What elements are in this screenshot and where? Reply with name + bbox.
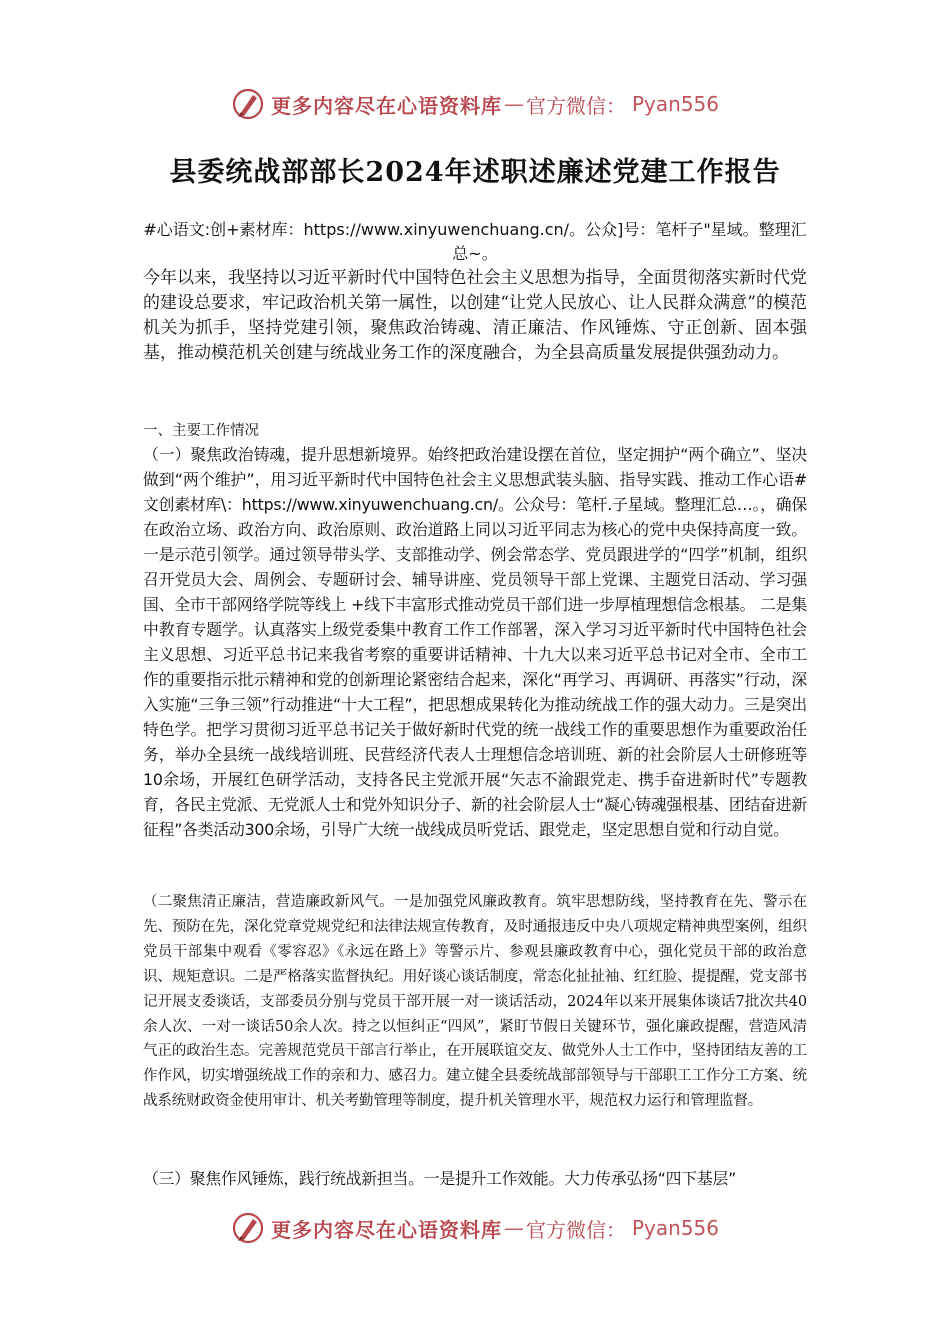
section-heading: 一、主要工作情况	[143, 423, 259, 439]
document-title: 县委统战部部长2024年述职述廉述党建工作报告	[169, 157, 781, 188]
watermark-banner-top	[0, 82, 950, 126]
section-2-paragraph: （二聚焦清正廉洁，营造廉政新风气。一是加强党风廉政教育。筑牢思想防线，坚持教育在先、警示在先、预防在先，深化党章党规党纪和法律法规宣传教育，及时通报违反中央八项规定精神典型案例，组织党员干部集中观看《零容忍》《永远在路上》等警示片、参观县廉政教育中心，强化党员干部的政治意识、规矩意识。二是严格落实监督执纪。用好谈心谈话制度，常态化扯扯袖、红红脸、提提醒，党支部书记开展支委谈话，支部委员分别与党员干部开展一对一谈话活动，2024年以来开展集体谈话7批次共40余人次、一对一谈话50余人次。持之以恒纠正“四风”，紧盯节假日关键环节，强化廉政提醒，营造风清气正的政治生态。完善规范党员干部言行举止，在开展联谊交友、做党外人士工作中，坚持团结友善的工作作风，切实增强统战工作的亲和力、感召力。建立健全县委统战部部领导与干部职工工作分工方案、统战系统财政资金使用审计、机关考勤管理等制度，提升机关管理水平，规范权力运行和管理监督。	[143, 894, 807, 1110]
wechat-label: 官方微信：	[525, 1217, 626, 1242]
watermark-text: 更多内容尽在心语资料库	[270, 1217, 502, 1242]
section-1-paragraph: （一）聚焦政治铸魂，提升思想新境界。始终把政治建设摆在首位，坚定拥护“两个确立”、坚决做到“两个维护”，用习近平新时代中国特色社会主义思想武装头脑、指导实践、推动工作心语#文创素材库\：https://www.xinyuwenchuang.cn/。公众号：笔杆.子星域。整理汇总…。，确保在政治立场、政治方向、政治原则、政治道路上同以习近平同志为核心的党中央保持高度一致。一是示范引领学。通过领导带头学、支部推动学、例会常态学、党员跟进学的“四学”机制，组织召开党员大会、周例会、专题研讨会、辅导讲座、党员领导干部上党课、主题党日活动、学习强国、全市干部网络学院等线上 +线下丰富形式推动党员干部们进一步厚植理想信念根基。 二是集中教育专题学。认真落实上级党委集中教育工作工作部署，深入学习习近平新时代中国特色社会主义思想、习近平总书记来我省考察的重要讲话精神、十九大以来习近平总书记对全市、全市工作的重要指示批示精神和党的创新理论紧密结合起来，深化“再学习、再调研、再落实”行动，深入实施“三争三领”行动推进“十大工程”，把思想成果转化为推动统战工作的强大动力。三是突出特色学。把学习贯彻习近平总书记关于做好新时代党的统一战线工作的重要思想作为重要政治任务，举办全县统一战线培训班、民营经济代表人士理想信念培训班、新的社会阶层人士研修班等10余场，开展红色研学活动，支持各民主党派开展“矢志不渝跟党走、携手奋进新时代”专题教育，各民主党派、无党派人士和党外知识分子、新的社会阶层人士“凝心铸魂强根基、团结奋进新征程”各类活动300余场，引导广大统一战线成员听党话、跟党走，坚定思想自觉和行动自觉。	[143, 445, 807, 839]
wechat-id: Pyan556	[631, 1216, 719, 1240]
wechat-id: Pyan556	[631, 92, 719, 116]
pen-logo-icon	[231, 1211, 265, 1245]
watermark-text: 更多内容尽在心语资料库	[270, 93, 502, 118]
watermark-banner-bottom	[0, 1206, 950, 1250]
watermark-dash: —	[503, 92, 524, 116]
wechat-label: 官方微信：	[525, 93, 626, 118]
section-3-paragraph: （三）聚焦作风锤炼，践行统战新担当。一是提升工作效能。大力传承弘扬“四下基层”	[143, 1169, 737, 1188]
source-note: #心语文:创+素材库：https://www.xinyuwenchuang.cn/。公众]号：笔杆子"星域。整理汇总~。	[143, 220, 807, 263]
watermark-dash: —	[503, 1216, 524, 1240]
intro-paragraph: 今年以来，我坚持以习近平新时代中国特色社会主义思想为指导，全面贯彻落实新时代党的建设总要求，牢记政治机关第一属性，以创建“让党人民放心、让人民群众满意”的模范机关为抓手，坚持党建引领，聚焦政治铸魂、清正廉洁、作风锤炼、守正创新、固本强基，推动模范机关创建与统战业务工作的深度融合，为全县高质量发展提供强劲动力。	[143, 268, 807, 363]
pen-logo-icon	[231, 87, 265, 121]
